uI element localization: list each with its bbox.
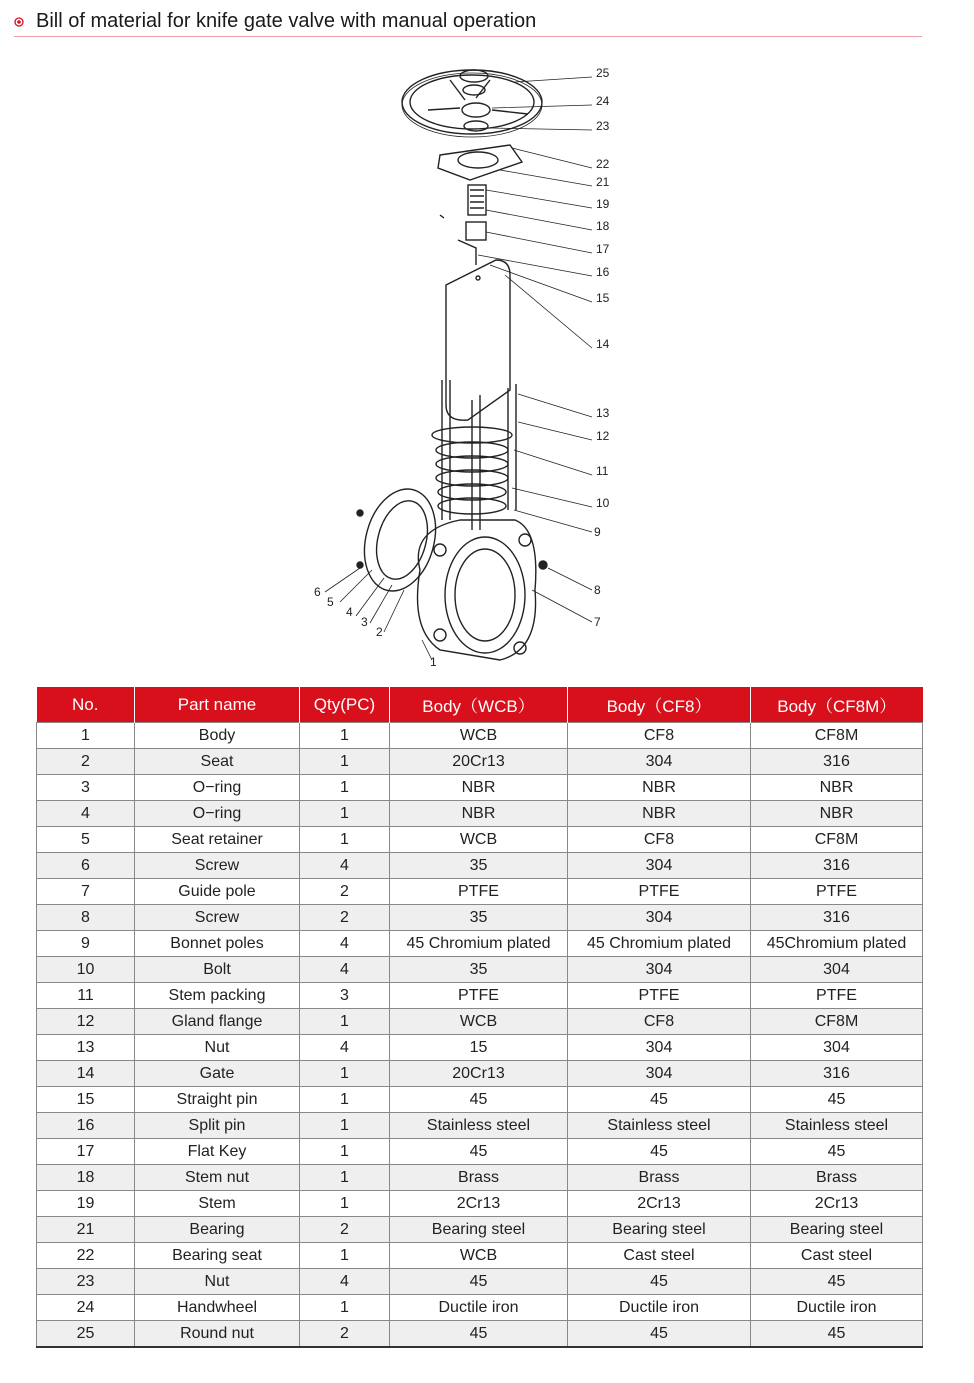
cell-qty: 4: [300, 853, 390, 879]
callout-label: 24: [596, 94, 610, 108]
callout-label: 11: [596, 464, 609, 478]
cell-body-wcb: 15: [390, 1035, 568, 1061]
cell-no: 12: [37, 1009, 135, 1035]
cell-body-wcb: Ductile iron: [390, 1295, 568, 1321]
cell-qty: 2: [300, 879, 390, 905]
cell-body-cf8m: 316: [751, 749, 923, 775]
cell-body-wcb: 45: [390, 1269, 568, 1295]
column-header-qty: Qty(PC): [300, 687, 390, 723]
valve-exploded-drawing: [300, 50, 640, 680]
handwheel-drawing: [402, 70, 542, 137]
table-row: [37, 1139, 923, 1165]
cell-body-cf8m: Ductile iron: [751, 1295, 923, 1321]
cell-body-wcb: WCB: [390, 1243, 568, 1269]
cell-body-cf8: 304: [568, 1061, 751, 1087]
cell-body-cf8: NBR: [568, 775, 751, 801]
cell-body-wcb: 45 Chromium plated: [390, 931, 568, 957]
cell-no: 13: [37, 1035, 135, 1061]
cell-body-cf8m: Bearing steel: [751, 1217, 923, 1243]
cell-body-cf8: PTFE: [568, 983, 751, 1009]
cell-no: 24: [37, 1295, 135, 1321]
callout-label: 2: [376, 625, 383, 639]
column-header-body-wcb: Body（WCB）: [390, 687, 568, 723]
cell-qty: 4: [300, 1269, 390, 1295]
cell-body-cf8: 45: [568, 1087, 751, 1113]
cell-body-wcb: PTFE: [390, 879, 568, 905]
table-row: [37, 723, 923, 749]
cell-body-cf8m: PTFE: [751, 983, 923, 1009]
cell-part-name: Screw: [135, 905, 300, 931]
cell-qty: 1: [300, 801, 390, 827]
cell-qty: 4: [300, 931, 390, 957]
callout-label: 25: [596, 66, 610, 80]
cell-body-wcb: WCB: [390, 827, 568, 853]
cell-qty: 1: [300, 1113, 390, 1139]
cell-qty: 1: [300, 775, 390, 801]
cell-qty: 1: [300, 1191, 390, 1217]
cell-part-name: Flat Key: [135, 1139, 300, 1165]
callout-label: 6: [314, 585, 321, 599]
callout-label: 12: [596, 429, 610, 443]
cell-part-name: Seat retainer: [135, 827, 300, 853]
cell-part-name: Stem packing: [135, 983, 300, 1009]
cell-body-wcb: Bearing steel: [390, 1217, 568, 1243]
cell-body-cf8: 304: [568, 853, 751, 879]
cell-part-name: Nut: [135, 1035, 300, 1061]
callout-label: 19: [596, 197, 610, 211]
page-title: Bill of material for knife gate valve with manual operation: [36, 10, 537, 32]
cell-qty: 1: [300, 1139, 390, 1165]
cell-body-cf8: 45: [568, 1269, 751, 1295]
cell-body-cf8: 45: [568, 1139, 751, 1165]
callout-label: 23: [596, 119, 610, 133]
cell-no: 22: [37, 1243, 135, 1269]
callout-label: 15: [596, 291, 610, 305]
cell-body-cf8: CF8: [568, 1009, 751, 1035]
table-row: [37, 749, 923, 775]
table-row: [37, 801, 923, 827]
cell-no: 19: [37, 1191, 135, 1217]
table-row: [37, 905, 923, 931]
cell-body-cf8m: CF8M: [751, 723, 923, 749]
cell-body-wcb: WCB: [390, 1009, 568, 1035]
cell-body-cf8m: 316: [751, 853, 923, 879]
cell-body-wcb: NBR: [390, 801, 568, 827]
cell-body-cf8m: CF8M: [751, 1009, 923, 1035]
cell-body-wcb: 35: [390, 905, 568, 931]
callout-label: 4: [346, 605, 353, 619]
cell-body-wcb: 2Cr13: [390, 1191, 568, 1217]
cell-part-name: Bolt: [135, 957, 300, 983]
cell-no: 1: [37, 723, 135, 749]
cell-body-wcb: 35: [390, 853, 568, 879]
table-row: [37, 1191, 923, 1217]
cell-body-cf8: Brass: [568, 1165, 751, 1191]
cell-body-cf8: NBR: [568, 801, 751, 827]
cell-part-name: O−ring: [135, 801, 300, 827]
table-row: [37, 1035, 923, 1061]
cell-qty: 2: [300, 1321, 390, 1348]
circle-bullet-icon: [14, 17, 24, 27]
table-row: [37, 931, 923, 957]
table-row: [37, 1269, 923, 1295]
cell-qty: 1: [300, 1243, 390, 1269]
table-row: [37, 1165, 923, 1191]
cell-body-wcb: 45: [390, 1087, 568, 1113]
callout-label: 18: [596, 219, 610, 233]
cell-no: 7: [37, 879, 135, 905]
cell-part-name: Seat: [135, 749, 300, 775]
cell-body-cf8m: PTFE: [751, 879, 923, 905]
cell-body-cf8m: Cast steel: [751, 1243, 923, 1269]
cell-part-name: Split pin: [135, 1113, 300, 1139]
column-header-body-cf8m: Body（CF8M）: [751, 687, 923, 723]
callout-label: 13: [596, 406, 610, 420]
cell-no: 21: [37, 1217, 135, 1243]
cell-qty: 1: [300, 1295, 390, 1321]
cell-no: 8: [37, 905, 135, 931]
column-header-body-cf8: Body（CF8）: [568, 687, 751, 723]
cell-part-name: Gate: [135, 1061, 300, 1087]
cell-body-wcb: NBR: [390, 775, 568, 801]
callout-label: 21: [596, 175, 610, 189]
table-row: [37, 775, 923, 801]
cell-no: 4: [37, 801, 135, 827]
cell-qty: 1: [300, 1087, 390, 1113]
cell-no: 16: [37, 1113, 135, 1139]
callout-label: 8: [594, 583, 601, 597]
cell-body-cf8m: 45: [751, 1269, 923, 1295]
cell-body-cf8: 45 Chromium plated: [568, 931, 751, 957]
cell-qty: 3: [300, 983, 390, 1009]
cell-qty: 4: [300, 1035, 390, 1061]
table-row: [37, 1217, 923, 1243]
cell-qty: 1: [300, 1009, 390, 1035]
cell-body-cf8: 304: [568, 1035, 751, 1061]
callout-label: 9: [594, 525, 601, 539]
cell-part-name: Screw: [135, 853, 300, 879]
cell-no: 5: [37, 827, 135, 853]
cell-body-wcb: 35: [390, 957, 568, 983]
cell-qty: 1: [300, 827, 390, 853]
cell-body-cf8m: NBR: [751, 775, 923, 801]
cell-body-cf8m: 2Cr13: [751, 1191, 923, 1217]
cell-body-wcb: Stainless steel: [390, 1113, 568, 1139]
cell-body-cf8: 2Cr13: [568, 1191, 751, 1217]
cell-qty: 2: [300, 1217, 390, 1243]
cell-no: 11: [37, 983, 135, 1009]
cell-body-cf8m: CF8M: [751, 827, 923, 853]
cell-body-cf8m: Brass: [751, 1165, 923, 1191]
cell-no: 15: [37, 1087, 135, 1113]
bill-of-materials-table: [36, 687, 923, 1348]
cell-body-cf8m: 316: [751, 905, 923, 931]
cell-body-cf8m: 45: [751, 1139, 923, 1165]
cell-body-cf8: Cast steel: [568, 1243, 751, 1269]
table-row: [37, 983, 923, 1009]
cell-qty: 1: [300, 1061, 390, 1087]
callout-label: 1: [430, 655, 437, 669]
table-row: [37, 957, 923, 983]
cell-body-cf8: 45: [568, 1321, 751, 1348]
cell-body-cf8: Ductile iron: [568, 1295, 751, 1321]
cell-body-cf8m: 316: [751, 1061, 923, 1087]
table-row: [37, 1295, 923, 1321]
callout-label: 17: [596, 242, 610, 256]
cell-body-cf8m: 45: [751, 1087, 923, 1113]
page-header: [14, 8, 922, 37]
cell-part-name: Body: [135, 723, 300, 749]
table-row: [37, 1113, 923, 1139]
cell-body-cf8: 304: [568, 749, 751, 775]
cell-part-name: Stem nut: [135, 1165, 300, 1191]
table-row: [37, 1243, 923, 1269]
callout-label: 5: [327, 595, 334, 609]
cell-no: 17: [37, 1139, 135, 1165]
cell-body-wcb: Brass: [390, 1165, 568, 1191]
cell-part-name: Guide pole: [135, 879, 300, 905]
cell-body-cf8: CF8: [568, 723, 751, 749]
cell-part-name: Round nut: [135, 1321, 300, 1348]
cell-body-wcb: 45: [390, 1139, 568, 1165]
cell-qty: 2: [300, 905, 390, 931]
cell-body-wcb: 45: [390, 1321, 568, 1348]
table-row: [37, 879, 923, 905]
cell-body-cf8: 304: [568, 905, 751, 931]
cell-no: 10: [37, 957, 135, 983]
cell-body-cf8m: NBR: [751, 801, 923, 827]
cell-no: 25: [37, 1321, 135, 1348]
cell-part-name: Gland flange: [135, 1009, 300, 1035]
table-row: [37, 1087, 923, 1113]
cell-body-cf8: Stainless steel: [568, 1113, 751, 1139]
table-row: [37, 1061, 923, 1087]
table-row: [37, 1321, 923, 1348]
cell-part-name: Stem: [135, 1191, 300, 1217]
cell-body-cf8: Bearing steel: [568, 1217, 751, 1243]
cell-no: 14: [37, 1061, 135, 1087]
callout-labels: [314, 66, 610, 669]
cell-body-cf8m: 304: [751, 1035, 923, 1061]
callout-label: 14: [596, 337, 610, 351]
cell-body-wcb: WCB: [390, 723, 568, 749]
cell-no: 2: [37, 749, 135, 775]
cell-body-cf8m: 45Chromium plated: [751, 931, 923, 957]
cell-part-name: Bonnet poles: [135, 931, 300, 957]
callout-label: 16: [596, 265, 610, 279]
cell-body-cf8m: Stainless steel: [751, 1113, 923, 1139]
cell-body-cf8m: 45: [751, 1321, 923, 1348]
table-row: [37, 1009, 923, 1035]
cell-no: 18: [37, 1165, 135, 1191]
cell-part-name: Handwheel: [135, 1295, 300, 1321]
table-header-row: [37, 687, 923, 723]
cell-part-name: O−ring: [135, 775, 300, 801]
cell-no: 23: [37, 1269, 135, 1295]
callout-label: 10: [596, 496, 610, 510]
cell-qty: 4: [300, 957, 390, 983]
cell-body-wcb: 20Cr13: [390, 1061, 568, 1087]
cell-qty: 1: [300, 749, 390, 775]
cell-part-name: Straight pin: [135, 1087, 300, 1113]
cell-qty: 1: [300, 723, 390, 749]
cell-part-name: Bearing seat: [135, 1243, 300, 1269]
cell-body-cf8: 304: [568, 957, 751, 983]
cell-part-name: Bearing: [135, 1217, 300, 1243]
cell-body-cf8: CF8: [568, 827, 751, 853]
cell-body-cf8: PTFE: [568, 879, 751, 905]
cell-qty: 1: [300, 1165, 390, 1191]
callout-label: 22: [596, 157, 610, 171]
cell-no: 3: [37, 775, 135, 801]
cell-body-wcb: PTFE: [390, 983, 568, 1009]
column-header-part-name: Part name: [135, 687, 300, 723]
column-header-no: No.: [37, 687, 135, 723]
cell-body-wcb: 20Cr13: [390, 749, 568, 775]
cell-no: 9: [37, 931, 135, 957]
cell-body-cf8m: 304: [751, 957, 923, 983]
cell-part-name: Nut: [135, 1269, 300, 1295]
callout-label: 7: [594, 615, 601, 629]
cell-no: 6: [37, 853, 135, 879]
table-row: [37, 827, 923, 853]
callout-label: 3: [361, 615, 368, 629]
table-row: [37, 853, 923, 879]
